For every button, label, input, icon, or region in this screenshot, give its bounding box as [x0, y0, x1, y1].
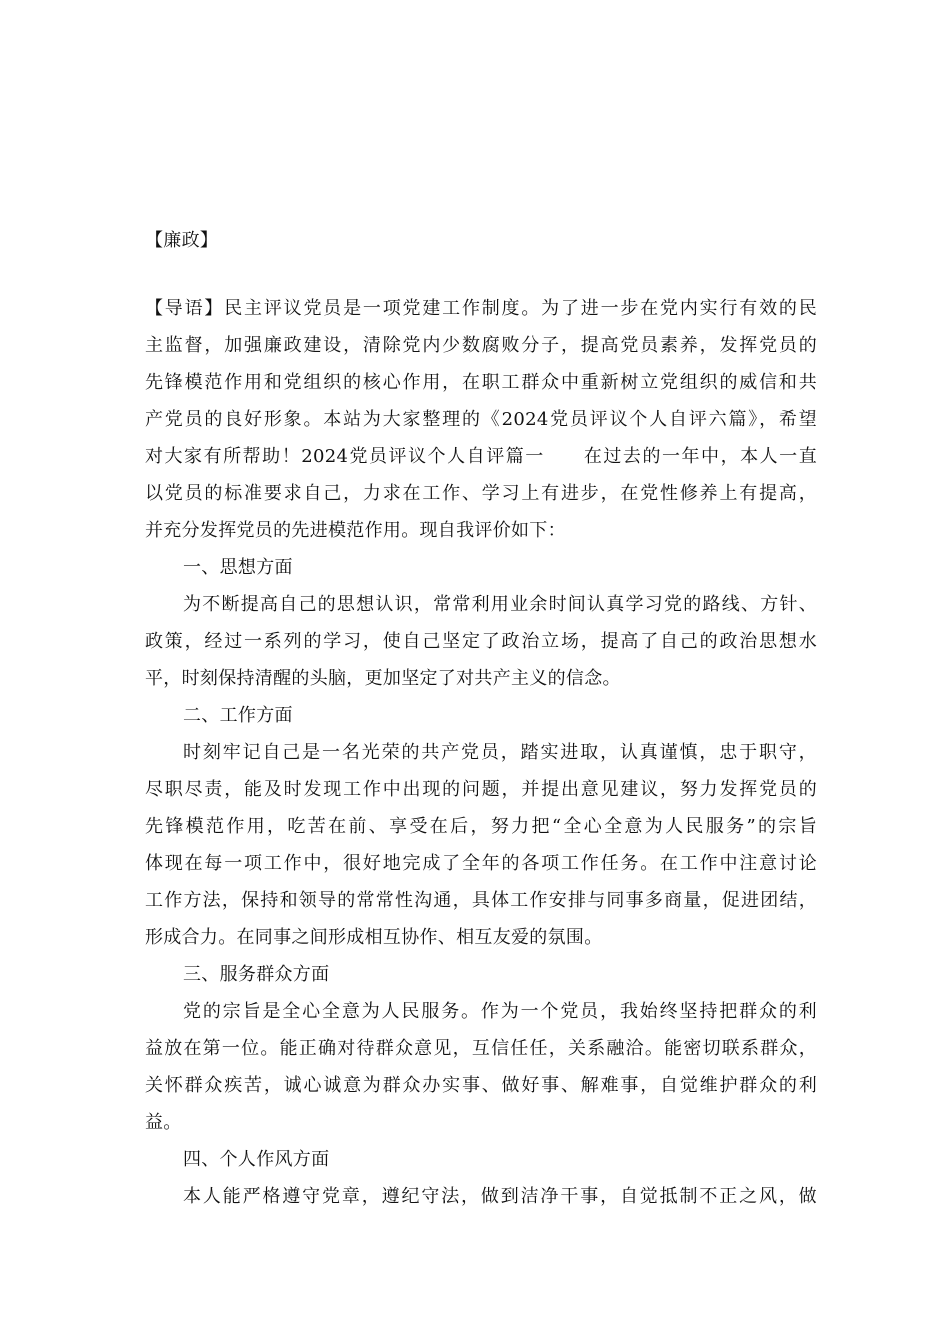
- paragraph-line: 党的宗旨是全心全意为人民服务。作为一个党员，我始终坚持把群众的利: [183, 1001, 817, 1022]
- paragraph-line: 平，时刻保持清醒的头脑，更加坚定了对共产主义的信念。: [145, 668, 621, 689]
- paragraph-line: 为不断提高自己的思想认识，常常利用业余时间认真学习党的路线、方针、: [183, 594, 817, 615]
- intro-line: 先锋模范作用和党组织的核心作用，在职工群众中重新树立党组织的威信和共: [145, 372, 817, 393]
- intro-line: 并充分发挥党员的先进模范作用。现自我评价如下：: [145, 520, 566, 541]
- paragraph-line: 本人能严格遵守党章，遵纪守法，做到洁净干事，自觉抵制不正之风，做: [183, 1186, 817, 1207]
- section-heading: 四、个人作风方面: [183, 1149, 330, 1170]
- intro-line: 主监督，加强廉政建设，清除党内少数腐败分子，提高党员素养，发挥党员的: [145, 335, 817, 356]
- category-tag: 【廉政】: [145, 230, 219, 251]
- section-heading: 三、服务群众方面: [183, 964, 330, 985]
- paragraph-line: 政策，经过一系列的学习，使自己坚定了政治立场，提高了自己的政治思想水: [145, 631, 817, 652]
- paragraph-line: 工作方法，保持和领导的常常性沟通，具体工作安排与同事多商量，促进团结，: [145, 890, 817, 911]
- paragraph-line: 体现在每一项工作中，很好地完成了全年的各项工作任务。在工作中注意讨论: [145, 853, 817, 874]
- paragraph-line: 益放在第一位。能正确对待群众意见，互信任任，关系融洽。能密切联系群众，: [145, 1038, 817, 1059]
- intro-line: 产党员的良好形象。本站为大家整理的《2024党员评议个人自评六篇》，希望: [145, 409, 817, 430]
- paragraph-line: 关怀群众疾苦，诚心诚意为群众办实事、做好事、解难事，自觉维护群众的利: [145, 1075, 817, 1096]
- intro-line: 以党员的标准要求自己，力求在工作、学习上有进步，在党性修养上有提高，: [145, 483, 817, 504]
- paragraph-line: 先锋模范作用，吃苦在前、享受在后，努力把“全心全意为人民服务”的宗旨: [145, 816, 817, 837]
- paragraph-line: 尽职尽责，能及时发现工作中出现的问题，并提出意见建议，努力发挥党员的: [145, 779, 817, 800]
- section-heading: 一、思想方面: [183, 557, 293, 578]
- paragraph-line: 时刻牢记自己是一名光荣的共产党员，踏实进取，认真谨慎，忠于职守，: [183, 742, 817, 763]
- section-heading: 二、工作方面: [183, 705, 293, 726]
- paragraph-line: 形成合力。在同事之间形成相互协作、相互友爱的氛围。: [145, 927, 603, 948]
- paragraph-line: 益。: [145, 1112, 182, 1133]
- intro-line: 对大家有所帮助！2024党员评议个人自评篇一 在过去的一年中，本人一直: [145, 446, 817, 467]
- intro-line: 【导语】民主评议党员是一项党建工作制度。为了进一步在党内实行有效的民: [145, 298, 817, 319]
